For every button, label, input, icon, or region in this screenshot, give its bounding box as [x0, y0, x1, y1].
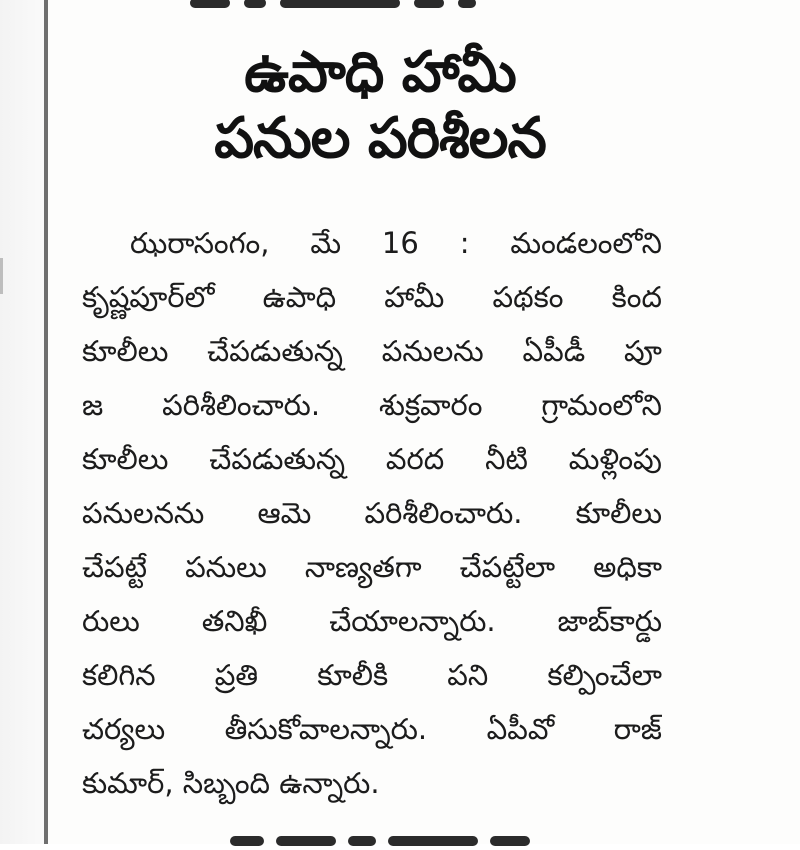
cut-off-glyph [244, 0, 266, 8]
body-line: ఝరాసంగం, మే 16 : మండలంలోని [130, 226, 662, 260]
body-line: చర్యలు తీసుకోవాలన్నారు. ఏపీవో రాజ్ [82, 712, 662, 746]
cut-off-glyph [490, 836, 530, 846]
cut-off-glyph [280, 0, 400, 8]
cut-off-previous-text [190, 0, 550, 8]
body-line: కలిగిన ప్రతి కూలీకి పని కల్పించేలా [82, 658, 662, 692]
column-divider-rule [44, 0, 48, 844]
article-body [82, 216, 662, 810]
cut-off-next-text [230, 836, 570, 850]
body-line: కూలీలు చేపడుతున్న పనులను ఏపీడీ పూ [82, 334, 662, 368]
cut-off-glyph [388, 836, 478, 846]
article-headline [100, 40, 660, 172]
body-line: చేపట్టే పనులు నాణ్యతగా చేపట్టేలా అధికా [82, 550, 662, 584]
cut-off-glyph [190, 0, 230, 8]
headline-line-1: ఉపాధి హామీ [244, 40, 516, 105]
adjacent-column-margin [0, 0, 44, 844]
body-line: రులు తనిఖీ చేయాలన్నారు. జాబ్‌కార్డు [82, 604, 662, 638]
body-line: కుమార్, సిబ్బంది ఉన్నారు. [82, 766, 380, 800]
body-line: పనులనను ఆమె పరిశీలించారు. కూలీలు [82, 496, 662, 530]
body-line: కూలీలు చేపడుతున్న వరద నీటి మళ్లింపు [82, 442, 662, 476]
cut-off-glyph [458, 0, 476, 8]
body-line: జ పరిశీలించారు. శుక్రవారం గ్రామంలోని [82, 388, 662, 422]
adjacent-column-edge-mark [0, 258, 3, 294]
cut-off-glyph [348, 836, 376, 846]
headline-line-2: పనుల పరిశీలన [214, 106, 546, 171]
body-line: కృష్ణపూర్‌లో ఉపాధి హామీ పథకం కింద [82, 280, 662, 314]
cut-off-glyph [276, 836, 336, 846]
cut-off-glyph [230, 836, 264, 846]
cut-off-glyph [414, 0, 444, 8]
